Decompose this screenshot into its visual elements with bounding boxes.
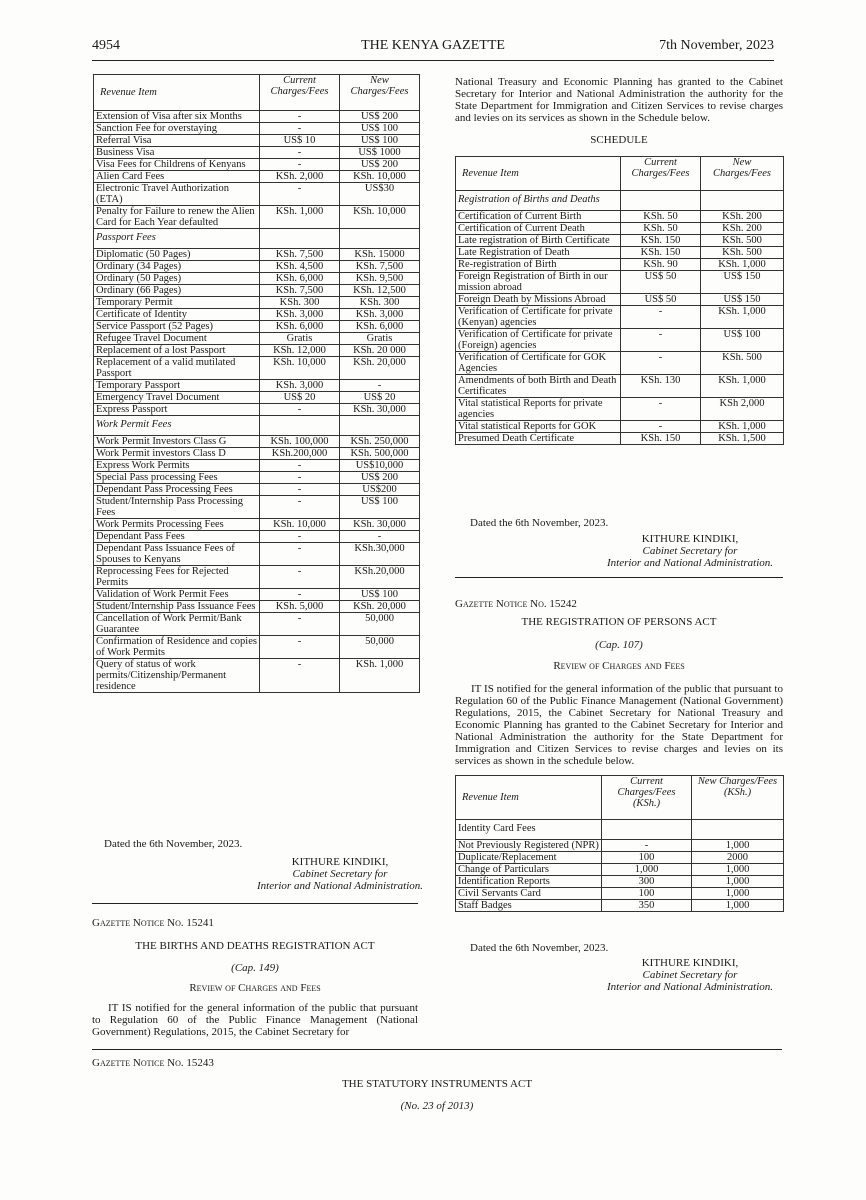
table-row [94,472,420,484]
new-fee-cell: KSh. 1,000 [701,375,784,398]
revenue-item-cell: Visa Fees for Childrens of Kenyans [94,159,260,171]
current-fee-cell: 300 [602,876,692,888]
table-row [456,888,784,900]
revenue-item-cell: Identification Reports [456,876,602,888]
notice-15242-cap: (Cap. 107) [595,639,643,651]
col-header-revenue-item: Revenue Item [456,776,602,820]
new-fee-cell: US$ 100 [340,135,420,147]
empty-cell [260,229,340,249]
table-row [94,285,420,297]
revenue-item-cell: Verification of Certificate for GOK Agencies [456,352,621,375]
current-fee-cell: KSh. 12,000 [260,345,340,357]
revenue-item-cell: Ordinary (34 Pages) [94,261,260,273]
revenue-item-cell: Vital statistical Reports for GOK [456,421,621,433]
revenue-item-cell: Foreign Death by Missions Abroad [456,294,621,306]
revenue-item-cell: Verification of Certificate for private (Kenyan) agencies [456,306,621,329]
table-row [94,183,420,206]
current-fee-cell: KSh. 2,000 [260,171,340,183]
current-fee-cell: KSh. 50 [621,211,701,223]
col-header-current: Current Charges/Fees (KSh.) [602,776,692,820]
new-fee-cell: KSh. 200 [701,211,784,223]
table-row [94,249,420,261]
revenue-item-cell: Special Pass processing Fees [94,472,260,484]
table-row [456,259,784,271]
signatory-name: KITHURE KINDIKI, [291,856,389,868]
table-row [94,309,420,321]
new-fee-cell: KSh. 20,000 [340,601,420,613]
new-fee-cell: KSh 2,000 [701,398,784,421]
table-row [94,333,420,345]
revenue-item-cell: Referral Visa [94,135,260,147]
new-fee-cell: US$ 150 [701,294,784,306]
gazette-title: THE KENYA GAZETTE [361,38,505,53]
new-fee-cell: KSh.30,000 [340,543,420,566]
signatory-role: Cabinet Secretary for [642,545,738,557]
table-row [456,223,784,235]
revenue-item-cell: Extension of Visa after six Months [94,111,260,123]
table-row [94,135,420,147]
current-fee-cell: US$ 20 [260,392,340,404]
current-fee-cell: - [621,329,701,352]
revenue-item-cell: Validation of Work Permit Fees [94,589,260,601]
table-row [94,321,420,333]
revenue-item-cell: Penalty for Failure to renew the Alien Card for Each Year defaulted [94,206,260,229]
revenue-item-cell: Foreign Registration of Birth in our mission abroad [456,271,621,294]
signatory-name: KITHURE KINDIKI, [641,957,739,969]
revenue-item-cell: Not Previously Registered (NPR) [456,840,602,852]
new-fee-cell: KSh. 1,000 [701,421,784,433]
table-row [94,345,420,357]
current-fee-cell: - [260,543,340,566]
table-row [94,460,420,472]
revenue-item-cell: Verification of Certificate for private (Foreign) agencies [456,329,621,352]
new-fee-cell: US$ 200 [340,472,420,484]
revenue-item-cell: Alien Card Fees [94,171,260,183]
current-fee-cell: KSh. 130 [621,375,701,398]
new-fee-cell: 1,000 [692,888,784,900]
current-fee-cell: KSh. 10,000 [260,357,340,380]
new-fee-cell: US$200 [340,484,420,496]
current-fee-cell: - [621,398,701,421]
revenue-item-cell: Late registration of Birth Certificate [456,235,621,247]
new-fee-cell: KSh. 20,000 [340,357,420,380]
revenue-item-cell: Service Passport (52 Pages) [94,321,260,333]
current-fee-cell: 1,000 [602,864,692,876]
new-fee-cell: US$ 100 [340,496,420,519]
section-label: Work Permit Fees [94,416,260,436]
divider [455,577,783,578]
new-fee-cell: US$ 200 [340,159,420,171]
table-row [456,306,784,329]
empty-cell [602,820,692,840]
revenue-item-cell: Express Work Permits [94,460,260,472]
table-row [94,206,420,229]
current-fee-cell: US$ 50 [621,271,701,294]
notice-15242-label: Gazette Notice No. 15242 [455,598,577,610]
revenue-item-cell: Work Permit Investors Class G [94,436,260,448]
table-row [94,171,420,183]
new-fee-cell: KSh. 500 [701,247,784,259]
new-fee-cell: 50,000 [340,613,420,636]
table-row [94,297,420,309]
revenue-item-cell: Amendments of both Birth and Death Certificates [456,375,621,398]
divider [92,1049,782,1050]
revenue-item-cell: Refugee Travel Document [94,333,260,345]
new-fee-cell: KSh. 9,500 [340,273,420,285]
current-fee-cell: - [602,840,692,852]
current-fee-cell: KSh.200,000 [260,448,340,460]
table-row [94,404,420,416]
current-fee-cell: - [260,183,340,206]
table-row [94,273,420,285]
table-row [456,375,784,398]
section-label: Identity Card Fees [456,820,602,840]
notice-15241-body: IT IS notified for the general information of the public that pursuant to Regulation 60 of the Public Finance Management (National Government) Regulations, 2015, the Cabinet Secretary for [92,1002,418,1038]
table-row [94,436,420,448]
new-fee-cell: US$ 200 [340,111,420,123]
revenue-item-cell: Ordinary (66 Pages) [94,285,260,297]
new-fee-cell: KSh. 1,000 [701,306,784,329]
new-fee-cell: 50,000 [340,636,420,659]
new-fee-cell: US$30 [340,183,420,206]
new-fee-cell: KSh. 1,000 [340,659,420,693]
revenue-item-cell: Temporary Permit [94,297,260,309]
table-section-row [456,191,784,211]
notice-15241-label: Gazette Notice No. 15241 [92,917,214,929]
current-fee-cell: - [260,404,340,416]
revenue-item-cell: Dependant Pass Processing Fees [94,484,260,496]
revenue-item-cell: Express Passport [94,404,260,416]
new-fee-cell: 1,000 [692,900,784,912]
table-row [456,433,784,445]
births-dated-line: Dated the 6th November, 2023. [470,517,609,529]
identity-card-fees-body [456,840,784,912]
revenue-item-cell: Certification of Current Birth [456,211,621,223]
revenue-item-cell: Change of Particulars [456,864,602,876]
notice-15243-label: Gazette Notice No. 15243 [92,1057,214,1069]
current-fee-cell: KSh. 150 [621,433,701,445]
table-row [94,496,420,519]
new-fee-cell: KSh. 7,500 [340,261,420,273]
empty-cell [701,191,784,211]
revenue-item-cell: Certification of Current Death [456,223,621,235]
current-fee-cell: - [260,159,340,171]
current-fee-cell: KSh. 1,000 [260,206,340,229]
new-fee-cell: KSh. 300 [340,297,420,309]
current-fee-cell: - [260,613,340,636]
new-fee-cell: 1,000 [692,876,784,888]
new-fee-cell: KSh. 200 [701,223,784,235]
new-fee-cell: KSh. 10,000 [340,171,420,183]
new-fee-cell: KSh. 500 [701,235,784,247]
new-fee-cell: - [340,531,420,543]
revenue-item-cell: Electronic Travel Authorization (ETA) [94,183,260,206]
new-fee-cell: KSh. 500 [701,352,784,375]
current-fee-cell: KSh. 50 [621,223,701,235]
new-fee-cell: - [340,380,420,392]
table-row [456,840,784,852]
table-row [94,357,420,380]
table-row [456,852,784,864]
revenue-item-cell: Cancellation of Work Permit/Bank Guarantee [94,613,260,636]
current-fee-cell: KSh. 150 [621,235,701,247]
revenue-item-cell: Staff Badges [456,900,602,912]
new-fee-cell: KSh. 3,000 [340,309,420,321]
current-fee-cell: KSh. 4,500 [260,261,340,273]
table-row [94,543,420,566]
current-fee-cell: KSh. 5,000 [260,601,340,613]
signatory-role-2: Interior and National Administration. [606,981,774,993]
current-fee-cell: KSh. 7,500 [260,249,340,261]
new-fee-cell: KSh. 250,000 [340,436,420,448]
issue-date: 7th November, 2023 [659,38,774,53]
current-fee-cell: KSh. 7,500 [260,285,340,297]
revenue-item-cell: Query of status of work permits/Citizenship/Permanent residence [94,659,260,693]
table-row [456,876,784,888]
table-row [94,392,420,404]
new-fee-cell: 2000 [692,852,784,864]
empty-cell [692,820,784,840]
id-signature-block [585,957,795,993]
current-fee-cell: KSh. 6,000 [260,321,340,333]
immigration-fees-body [94,111,420,693]
new-fee-cell: KSh. 12,500 [340,285,420,297]
revenue-item-cell: Reprocessing Fees for Rejected Permits [94,566,260,589]
revenue-item-cell: Late Registration of Death [456,247,621,259]
table-row [456,329,784,352]
new-fee-cell: KSh.20,000 [340,566,420,589]
new-fee-cell: US$ 100 [701,329,784,352]
col-header-current: Current Charges/Fees [260,75,340,111]
current-fee-cell: - [621,306,701,329]
signatory-name: KITHURE KINDIKI, [641,533,739,545]
revenue-item-cell: Replacement of a lost Passport [94,345,260,357]
current-fee-cell: KSh. 10,000 [260,519,340,531]
table-row [456,421,784,433]
identity-card-fees-table [455,775,784,912]
new-fee-cell: US$ 100 [340,123,420,135]
births-deaths-fees-table [455,156,784,445]
current-fee-cell: KSh. 300 [260,297,340,309]
new-fee-cell: KSh. 15000 [340,249,420,261]
notice-15242-body: IT IS notified for the general information of the public that pursuant to Regulation 60 of the Public Finance Management (National Government) Regulations, 2015, the Cabinet Secretary for National Treasury and Economic Planning has granted to the Cabinet Secretary for Interior and National Administration the authority for the State Department for Immigration and Citizen Services to revise charges and levies on its services as shown in the schedule below. [455,683,783,767]
table-row [94,589,420,601]
revenue-item-cell: Business Visa [94,147,260,159]
current-fee-cell: KSh. 90 [621,259,701,271]
new-fee-cell: US$ 100 [340,589,420,601]
new-fee-cell: US$10,000 [340,460,420,472]
table-row [94,448,420,460]
immigration-fees-table [93,74,420,693]
signatory-role: Cabinet Secretary for [292,868,388,880]
table-row [94,111,420,123]
current-fee-cell: 350 [602,900,692,912]
table-row [456,247,784,259]
table-row [456,864,784,876]
revenue-item-cell: Duplicate/Replacement [456,852,602,864]
current-fee-cell: KSh. 150 [621,247,701,259]
id-dated-line: Dated the 6th November, 2023. [470,942,609,954]
schedule-label: SCHEDULE [590,134,648,146]
revenue-item-cell: Student/Internship Pass Issuance Fees [94,601,260,613]
current-fee-cell: - [260,484,340,496]
current-fee-cell: - [260,566,340,589]
table-row [94,613,420,636]
current-fee-cell: KSh. 6,000 [260,273,340,285]
new-fee-cell: KSh. 1,000 [701,259,784,271]
table-row [94,123,420,135]
table-row [456,398,784,421]
current-fee-cell: KSh. 3,000 [260,309,340,321]
empty-cell [340,416,420,436]
current-fee-cell: - [260,472,340,484]
current-fee-cell: - [260,589,340,601]
col-header-new: New Charges/Fees [340,75,420,111]
revenue-item-cell: Emergency Travel Document [94,392,260,404]
page-header [92,38,774,58]
table-row [94,636,420,659]
revenue-item-cell: Student/Internship Pass Processing Fees [94,496,260,519]
current-fee-cell: - [260,123,340,135]
new-fee-cell: KSh. 30,000 [340,404,420,416]
table-row [94,147,420,159]
left-dated-line: Dated the 6th November, 2023. [104,838,243,850]
table-row [94,659,420,693]
header-rule [92,60,774,61]
table-section-row [94,229,420,249]
new-fee-cell: KSh. 30,000 [340,519,420,531]
table-row [94,159,420,171]
current-fee-cell: - [260,636,340,659]
births-deaths-fees-body [456,211,784,445]
current-fee-cell: 100 [602,852,692,864]
new-fee-cell: US$ 150 [701,271,784,294]
revenue-item-cell: Vital statistical Reports for private agencies [456,398,621,421]
table-row [456,235,784,247]
revenue-item-cell: Dependant Pass Fees [94,531,260,543]
new-fee-cell: KSh. 500,000 [340,448,420,460]
revenue-item-cell: Certificate of Identity [94,309,260,321]
new-fee-cell: US$ 1000 [340,147,420,159]
revenue-item-cell: Work Permit investors Class D [94,448,260,460]
signatory-role-2: Interior and National Administration. [606,557,774,569]
table-row [456,900,784,912]
table-row [456,294,784,306]
notice-15242-subtitle: Review of Charges and Fees [553,660,685,672]
current-fee-cell: US$ 10 [260,135,340,147]
empty-cell [260,416,340,436]
col-header-current: Current Charges/Fees [621,157,701,191]
table-row [456,211,784,223]
empty-cell [340,229,420,249]
notice-15241-cap: (Cap. 149) [231,962,279,974]
new-fee-cell: 1,000 [692,864,784,876]
new-fee-cell: 1,000 [692,840,784,852]
current-fee-cell: - [260,147,340,159]
signatory-role-2: Interior and National Administration. [256,880,424,892]
notice-15241-act: THE BIRTHS AND DEATHS REGISTRATION ACT [135,940,375,952]
table-row [94,484,420,496]
new-fee-cell: KSh. 6,000 [340,321,420,333]
revenue-item-cell: Dependant Pass Issuance Fees of Spouses to Kenyans [94,543,260,566]
col-header-revenue-item: Revenue Item [456,157,621,191]
current-fee-cell: US$ 50 [621,294,701,306]
births-signature-block [585,533,795,569]
revenue-item-cell: Confirmation of Residence and copies of Work Permits [94,636,260,659]
new-fee-cell: US$ 20 [340,392,420,404]
new-fee-cell: KSh. 10,000 [340,206,420,229]
notice-15242-act: THE REGISTRATION OF PERSONS ACT [521,616,717,628]
current-fee-cell: - [260,460,340,472]
table-section-row [456,820,784,840]
revenue-item-cell: Work Permits Processing Fees [94,519,260,531]
table-row [94,566,420,589]
col-header-new: New Charges/Fees [701,157,784,191]
revenue-item-cell: Civil Servants Card [456,888,602,900]
revenue-item-cell: Sanction Fee for overstaying [94,123,260,135]
current-fee-cell: 100 [602,888,692,900]
new-fee-cell: KSh. 1,500 [701,433,784,445]
current-fee-cell: KSh. 3,000 [260,380,340,392]
current-fee-cell: KSh. 100,000 [260,436,340,448]
section-label: Registration of Births and Deaths [456,191,621,211]
table-row [94,380,420,392]
current-fee-cell: - [621,352,701,375]
schedule-intro-continued: National Treasury and Economic Planning has granted to the Cabinet Secretary for Interior and National Administration the authority for the State Department for Immigration and Citizen Services to revise charges and levies on its services as shown in the Schedule below. [455,76,783,124]
table-row [94,531,420,543]
signatory-role: Cabinet Secretary for [642,969,738,981]
table-row [456,271,784,294]
revenue-item-cell: Temporary Passport [94,380,260,392]
revenue-item-cell: Re-registration of Birth [456,259,621,271]
notice-15243-act: THE STATUTORY INSTRUMENTS ACT [341,1078,533,1090]
empty-cell [621,191,701,211]
page-number: 4954 [92,38,120,53]
new-fee-cell: Gratis [340,333,420,345]
current-fee-cell: - [260,496,340,519]
new-fee-cell: KSh. 20 000 [340,345,420,357]
revenue-item-cell: Ordinary (50 Pages) [94,273,260,285]
table-row [94,261,420,273]
table-row [94,519,420,531]
notice-15241-subtitle: Review of Charges and Fees [189,982,321,994]
left-signature-block [240,856,440,892]
current-fee-cell: - [260,531,340,543]
table-section-row [94,416,420,436]
current-fee-cell: Gratis [260,333,340,345]
revenue-item-cell: Presumed Death Certificate [456,433,621,445]
col-header-new: New Charges/Fees (KSh.) [692,776,784,820]
current-fee-cell: - [621,421,701,433]
col-header-revenue-item: Revenue Item [94,75,260,111]
divider [92,903,418,904]
current-fee-cell: - [260,659,340,693]
table-row [94,601,420,613]
table-row [456,352,784,375]
current-fee-cell: - [260,111,340,123]
section-label: Passport Fees [94,229,260,249]
notice-15243-no: (No. 23 of 2013) [400,1100,474,1112]
revenue-item-cell: Diplomatic (50 Pages) [94,249,260,261]
revenue-item-cell: Replacement of a valid mutilated Passport [94,357,260,380]
